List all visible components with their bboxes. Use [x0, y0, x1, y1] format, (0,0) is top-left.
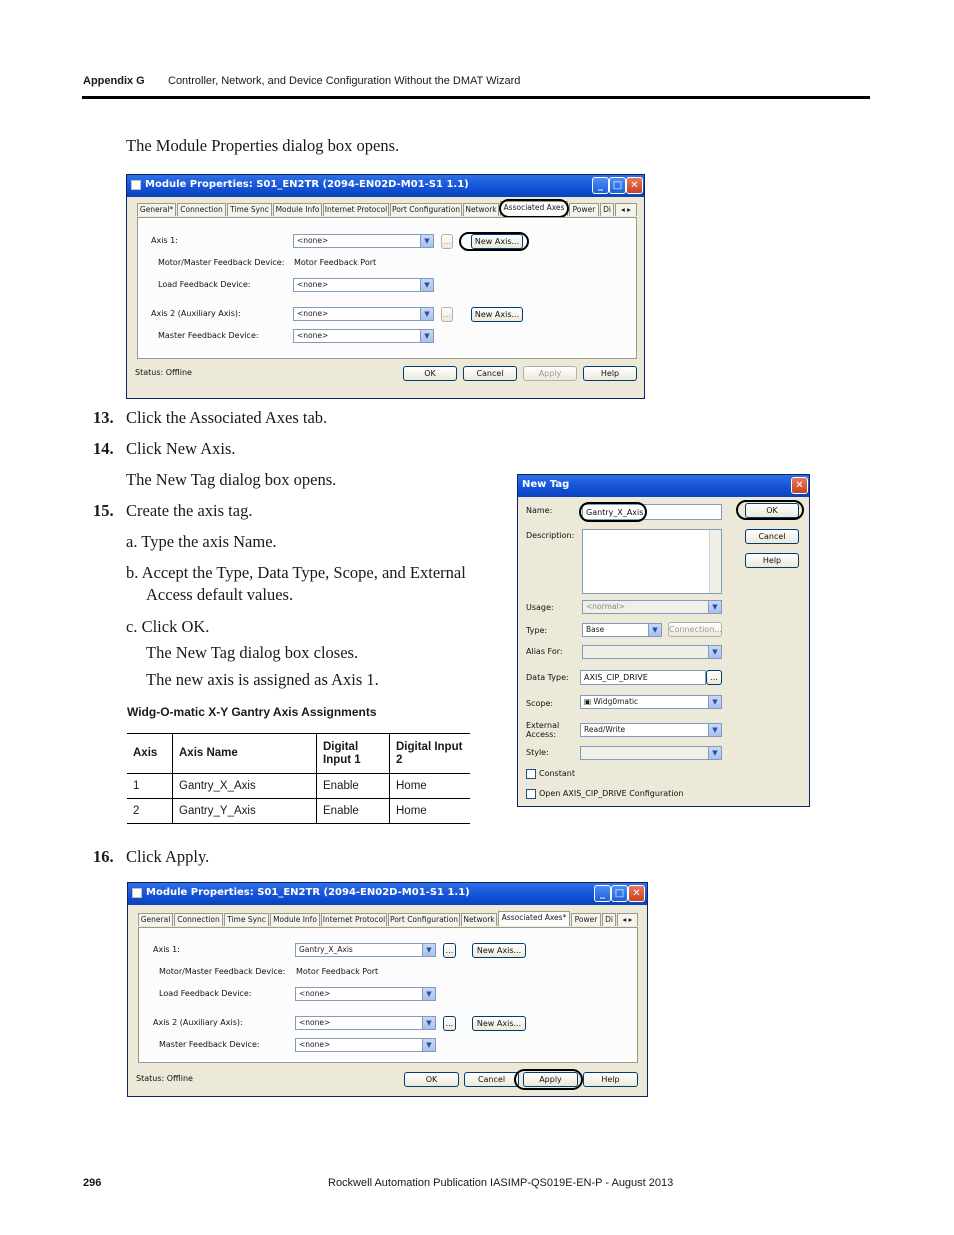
dialog-titlebar — [127, 175, 644, 197]
step-number: 15. — [93, 501, 114, 520]
step-number: 13. — [93, 408, 114, 427]
axis2-select[interactable]: <none> ▼ — [295, 1016, 436, 1030]
table-header-row — [127, 734, 470, 774]
cancel-button[interactable]: Cancel — [745, 529, 799, 544]
axis1-ellipsis-button[interactable]: ... — [443, 943, 456, 958]
tab-panel — [137, 217, 637, 359]
axis2-label: Axis 2 (Auxiliary Axis): — [151, 309, 241, 318]
substep-text: a. Type the axis Name. — [126, 532, 277, 551]
constant-checkbox[interactable] — [526, 769, 536, 779]
chevron-down-icon: ▼ — [708, 747, 721, 759]
axis2-select[interactable]: <none> ▼ — [293, 307, 434, 321]
page-header-title: Controller, Network, and Device Configuration Without the DMAT Wizard — [168, 75, 521, 87]
load-feedback-select[interactable]: <none> ▼ — [293, 278, 434, 292]
open-config-label: Open AXIS_CIP_DRIVE Configuration — [539, 789, 684, 798]
alias-label: Alias For: — [526, 647, 563, 656]
table-row — [127, 799, 470, 824]
tab-time-sync[interactable]: Time Sync — [224, 913, 269, 926]
step-text: Click the Associated Axes tab. — [126, 408, 328, 427]
tab-general[interactable]: General* — [137, 203, 176, 216]
table-cell: Home — [390, 799, 471, 824]
open-config-checkbox[interactable] — [526, 789, 536, 799]
tab-module-info[interactable]: Module Info — [273, 203, 322, 216]
ok-button[interactable]: OK — [403, 366, 457, 381]
highlight-circle — [459, 232, 529, 251]
scrollbar[interactable] — [709, 530, 721, 593]
chevron-down-icon: ▼ — [708, 724, 721, 736]
dialog-titlebar — [518, 475, 809, 497]
master-feedback-label: Master Feedback Device: — [159, 1040, 260, 1049]
connection-button[interactable]: Connection... — [668, 622, 722, 637]
tab-network[interactable]: Network — [461, 913, 497, 926]
master-feedback-select[interactable]: <none> ▼ — [293, 329, 434, 343]
publication-footer: Rockwell Automation Publication IASIMP-QS019E-EN-P - August 2013 — [328, 1177, 674, 1189]
tab-connection[interactable]: Connection — [174, 913, 223, 926]
step-number: 16. — [93, 847, 114, 866]
type-select[interactable]: Base ▼ — [582, 623, 662, 637]
maximize-icon[interactable]: □ — [609, 177, 626, 194]
table-cell: Home — [390, 774, 471, 799]
style-label: Style: — [526, 748, 549, 757]
table-cell: Enable — [317, 774, 390, 799]
axis2-ellipsis-button[interactable]: ... — [441, 307, 453, 322]
cancel-button[interactable]: Cancel — [463, 366, 517, 381]
chevron-down-icon: ▼ — [422, 988, 435, 1000]
style-select[interactable] — [580, 746, 722, 760]
module-properties-dialog — [126, 174, 645, 399]
new-axis-button-2[interactable]: New Axis... — [471, 307, 523, 322]
status-text: Status: Offline — [135, 368, 192, 377]
page-number: 296 — [83, 1177, 102, 1189]
tab-di[interactable]: Di — [602, 913, 616, 926]
new-tag-dialog — [517, 474, 810, 807]
axis1-select[interactable]: Gantry_X_Axis ▼ — [295, 943, 436, 957]
table-cell: 2 — [127, 799, 173, 824]
table-cell: Enable — [317, 799, 390, 824]
apply-button[interactable]: Apply — [523, 1072, 578, 1087]
help-button[interactable]: Help — [745, 553, 799, 568]
alias-select[interactable] — [582, 645, 722, 659]
tab-port-configuration[interactable]: Port Configuration — [391, 205, 461, 214]
external-access-select[interactable]: Read/Write ▼ — [580, 723, 722, 737]
usage-label: Usage: — [526, 603, 554, 612]
step-text: Create the axis tag. — [126, 501, 253, 520]
chevron-down-icon: ▼ — [422, 1039, 435, 1051]
chevron-down-icon: ▼ — [420, 308, 433, 320]
name-input[interactable]: Gantry_X_Axis — [582, 504, 722, 520]
tab-port-configuration[interactable]: Port Configuration — [389, 915, 459, 924]
new-axis-button-2[interactable]: New Axis... — [472, 1016, 526, 1031]
chevron-down-icon: ▼ — [422, 1017, 435, 1029]
tab-associated-axes[interactable]: Associated Axes — [500, 201, 568, 216]
axis1-label: Axis 1: — [153, 945, 180, 954]
external-access-label: External Access: — [526, 721, 560, 739]
master-feedback-select[interactable]: <none> ▼ — [295, 1038, 436, 1052]
close-icon[interactable]: ✕ — [791, 477, 808, 494]
highlight-circle — [514, 1069, 583, 1090]
step-text: Click New Axis. — [126, 439, 236, 458]
data-type-input[interactable]: AXIS_CIP_DRIVE — [580, 670, 706, 685]
tab-power[interactable]: Power — [569, 203, 599, 216]
module-properties-dialog-applied — [127, 882, 648, 1097]
step-number: 14. — [93, 439, 114, 458]
chevron-down-icon: ▼ — [420, 330, 433, 342]
motor-feedback-value: Motor Feedback Port — [296, 967, 379, 976]
intro-text: The Module Properties dialog box opens. — [126, 136, 400, 155]
tab-module-info[interactable]: Module Info — [270, 913, 320, 926]
tab-di[interactable]: Di — [600, 203, 614, 216]
data-type-label: Data Type: — [526, 673, 569, 682]
tab-network[interactable]: Network — [463, 203, 499, 216]
ok-button[interactable]: OK — [745, 503, 799, 518]
column-header: Axis Name — [173, 734, 317, 774]
close-icon[interactable]: ✕ — [628, 885, 645, 902]
axis1-select[interactable]: <none> ▼ — [293, 234, 434, 248]
highlight-circle — [579, 502, 647, 522]
tab-internet-protocol[interactable]: Internet Protocol — [324, 205, 388, 214]
cancel-button[interactable]: Cancel — [464, 1072, 519, 1087]
dialog-title: Module Properties: S01_EN2TR (2094-EN02D-M01-S1 1.1) — [145, 179, 469, 190]
axis2-label: Axis 2 (Auxiliary Axis): — [153, 1018, 243, 1027]
motor-feedback-label: Motor/Master Feedback Device: — [158, 258, 285, 267]
maximize-icon[interactable]: □ — [611, 885, 628, 902]
table-caption: Widg-O-matic X-Y Gantry Axis Assignments — [127, 705, 377, 719]
ok-button[interactable]: OK — [404, 1072, 459, 1087]
description-input[interactable] — [582, 529, 722, 594]
tab-scroll-arrows-icon[interactable]: ◂ ▸ — [615, 203, 637, 216]
app-icon — [132, 888, 142, 898]
table-row — [127, 774, 470, 799]
tab-scroll-arrows-icon[interactable]: ◂ ▸ — [617, 913, 638, 926]
tab-power[interactable]: Power — [571, 913, 601, 926]
tab-connection[interactable]: Connection — [177, 203, 226, 216]
scope-label: Scope: — [526, 699, 554, 708]
chevron-down-icon: ▼ — [708, 646, 721, 658]
tab-panel — [138, 927, 638, 1063]
chevron-down-icon: ▼ — [420, 235, 433, 247]
dialog-titlebar — [128, 883, 647, 905]
load-feedback-label: Load Feedback Device: — [159, 989, 252, 998]
controller-icon: ▣ — [584, 697, 594, 706]
status-text: Status: Offline — [136, 1074, 193, 1083]
description-label: Description: — [526, 531, 575, 540]
new-axis-button-1[interactable]: New Axis... — [472, 943, 526, 958]
substep-text: b. Accept the Type, Data Type, Scope, and External — [126, 563, 466, 582]
help-button[interactable]: Help — [583, 1072, 638, 1087]
usage-select[interactable]: <normal> ▼ — [582, 600, 722, 614]
axis2-ellipsis-button[interactable]: ... — [443, 1016, 456, 1031]
header-rule — [82, 96, 870, 99]
chevron-down-icon: ▼ — [708, 601, 721, 613]
substep-text: c. Click OK. — [126, 617, 210, 636]
table-cell: 1 — [127, 774, 173, 799]
substep-result: The new axis is assigned as Axis 1. — [146, 670, 379, 689]
name-label: Name: — [526, 506, 553, 515]
axis1-ellipsis-button[interactable]: ... — [441, 234, 453, 249]
axis1-label: Axis 1: — [151, 236, 178, 245]
column-header: Digital Input 1 — [317, 734, 390, 774]
chevron-down-icon: ▼ — [422, 944, 435, 956]
master-feedback-label: Master Feedback Device: — [158, 331, 259, 340]
help-button[interactable]: Help — [583, 366, 637, 381]
close-icon[interactable]: ✕ — [626, 177, 643, 194]
dialog-title: Module Properties: S01_EN2TR (2094-EN02D-M01-S1 1.1) — [146, 887, 470, 898]
column-header: Axis — [127, 734, 173, 774]
column-header: Digital Input 2 — [390, 734, 471, 774]
minimize-icon[interactable]: _ — [592, 177, 609, 194]
motor-feedback-label: Motor/Master Feedback Device: — [159, 967, 286, 976]
axis-assignments-table — [127, 733, 470, 824]
load-feedback-label: Load Feedback Device: — [158, 280, 251, 289]
substep-text: Access default values. — [146, 585, 294, 604]
scope-select[interactable]: ▣ Widg0matic ▼ — [580, 695, 722, 709]
new-axis-button-1[interactable]: New Axis... — [471, 234, 523, 249]
type-label: Type: — [526, 626, 548, 635]
dialog-title: New Tag — [522, 479, 570, 490]
step-text: Click Apply. — [126, 847, 210, 866]
tab-associated-axes[interactable]: Associated Axes* — [498, 911, 570, 926]
tab-internet-protocol[interactable]: Internet Protocol — [322, 915, 386, 924]
constant-label: Constant — [539, 769, 575, 778]
tab-time-sync[interactable]: Time Sync — [227, 203, 272, 216]
app-icon — [131, 180, 141, 190]
substep-result: The New Tag dialog box closes. — [146, 643, 359, 662]
highlight-circle — [736, 500, 804, 520]
table-cell: Gantry_X_Axis — [173, 774, 317, 799]
chevron-down-icon: ▼ — [420, 279, 433, 291]
load-feedback-select[interactable]: <none> ▼ — [295, 987, 436, 1001]
chevron-down-icon: ▼ — [648, 624, 661, 636]
data-type-ellipsis-button[interactable]: ... — [706, 670, 722, 685]
tab-strip — [138, 913, 638, 927]
minimize-icon[interactable]: _ — [594, 885, 611, 902]
step-result: The New Tag dialog box opens. — [126, 470, 337, 489]
table-cell: Gantry_Y_Axis — [173, 799, 317, 824]
tab-general[interactable]: General — [138, 913, 173, 926]
highlight-circle — [499, 199, 569, 218]
chevron-down-icon: ▼ — [708, 696, 721, 708]
section-label: Appendix G — [83, 75, 145, 87]
apply-button[interactable]: Apply — [523, 366, 577, 381]
motor-feedback-value: Motor Feedback Port — [294, 258, 377, 267]
